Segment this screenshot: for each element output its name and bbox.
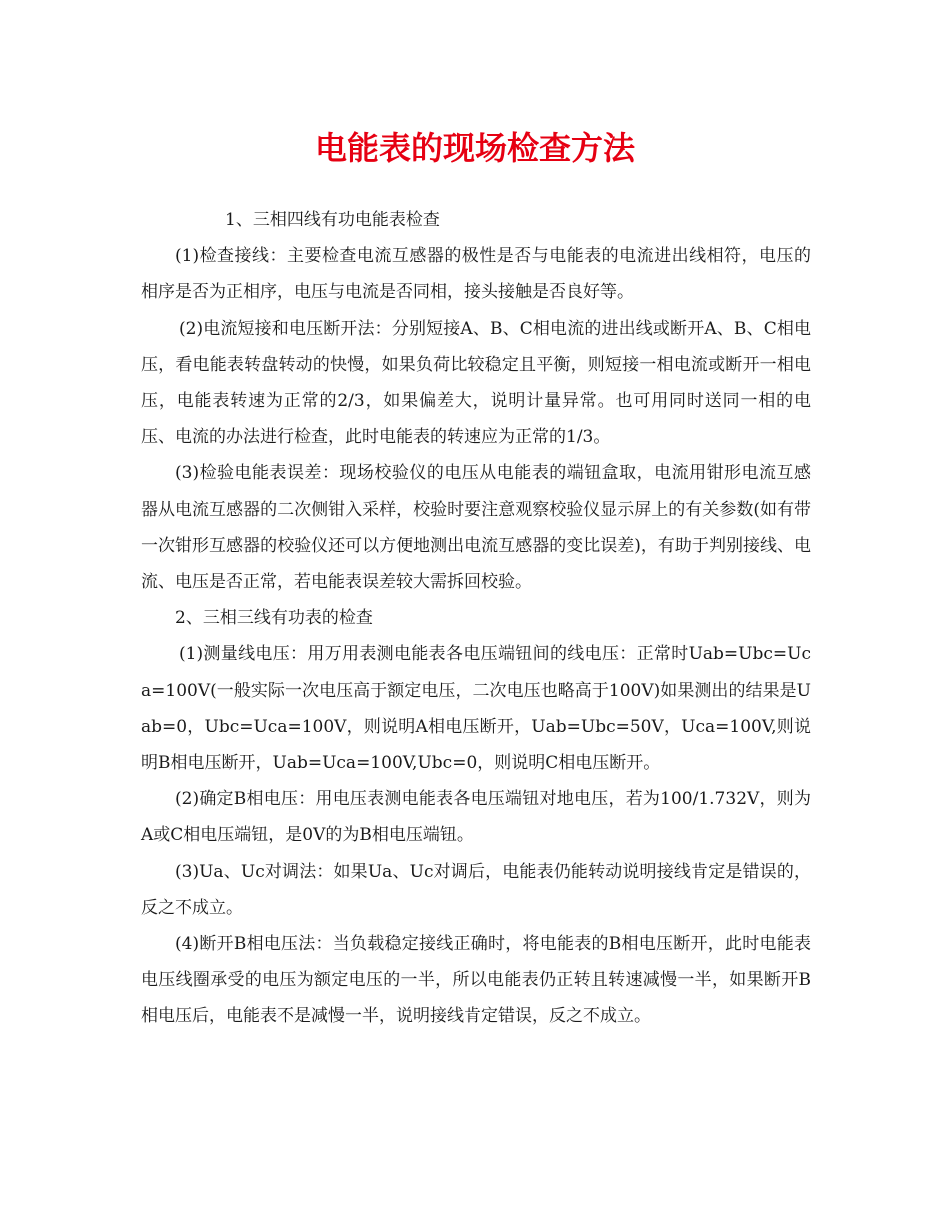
paragraph-short-circuit-method: (2)电流短接和电压断开法：分别短接A、B、C相电流的进出线或断开A、B、C相电压，看电能表转盘转动的快慢，如果负荷比较稳定且平衡，则短接一相电流或断开一相电压，电能表转速为正常的2/3，如果偏差大，说明计量异常。也可用同时送同一相的电压、电流的办法进行检查，此时电能表的转速应为正常的1/3。 bbox=[141, 318, 811, 448]
page-title: 电能表的现场检查方法 bbox=[314, 129, 635, 167]
document-body bbox=[141, 202, 811, 1035]
paragraph-b-phase-voltage: (2)确定B相电压：用电压表测电能表各电压端钮对地电压，若为100/1.732V，则为A或C相电压端钮，是0V的为B相电压端钮。 bbox=[141, 789, 811, 846]
paragraph-check-wiring: (1)检查接线：主要检查电流互感器的极性是否与电能表的电流进出线相符，电压的相序是否为正相序，电压与电流是否同相，接头接触是否良好等。 bbox=[141, 246, 811, 303]
paragraph-b-phase-disconnect: (4)断开B相电压法：当负载稳定接线正确时，将电能表的B相电压断开，此时电能表电压线圈承受的电压为额定电压的一半，所以电能表仍正转且转速减慢一半，如果断开B相电压后，电能表不是减慢一半，说明接线肯定错误，反之不成立。 bbox=[141, 934, 811, 1027]
section-heading-1: 1、三相四线有功电能表检查 bbox=[225, 210, 440, 230]
paragraph-ua-uc-swap: (3)Ua、Uc对调法：如果Ua、Uc对调后，电能表仍能转动说明接线肯定是错误的，反之不成立。 bbox=[141, 861, 811, 918]
paragraph-line-voltage: (1)测量线电压：用万用表测电能表各电压端钮间的线电压：正常时Uab=Ubc=Uca=100V(一般实际一次电压高于额定电压，二次电压也略高于100V)如果测出的结果是Uab=0，Ubc=Uca=100V，则说明A相电压断开，Uab=Ubc=50V，Uca=100V,则说明B相电压断开，Uab=Uca=100V,Ubc=0，则说明C相电压断开。 bbox=[141, 644, 811, 774]
paragraph-meter-error-check: (3)检验电能表误差：现场校验仪的电压从电能表的端钮盒取，电流用钳形电流互感器从电流互感器的二次侧钳入采样，校验时要注意观察校验仪显示屏上的有关参数(如有带一次钳形互感器的校验仪还可以方便地测出电流互感器的变比误差)，有助于判别接线、电流、电压是否正常，若电能表误差较大需拆回校验。 bbox=[141, 463, 811, 593]
section-heading-2: 2、三相三线有功表的检查 bbox=[175, 608, 373, 629]
